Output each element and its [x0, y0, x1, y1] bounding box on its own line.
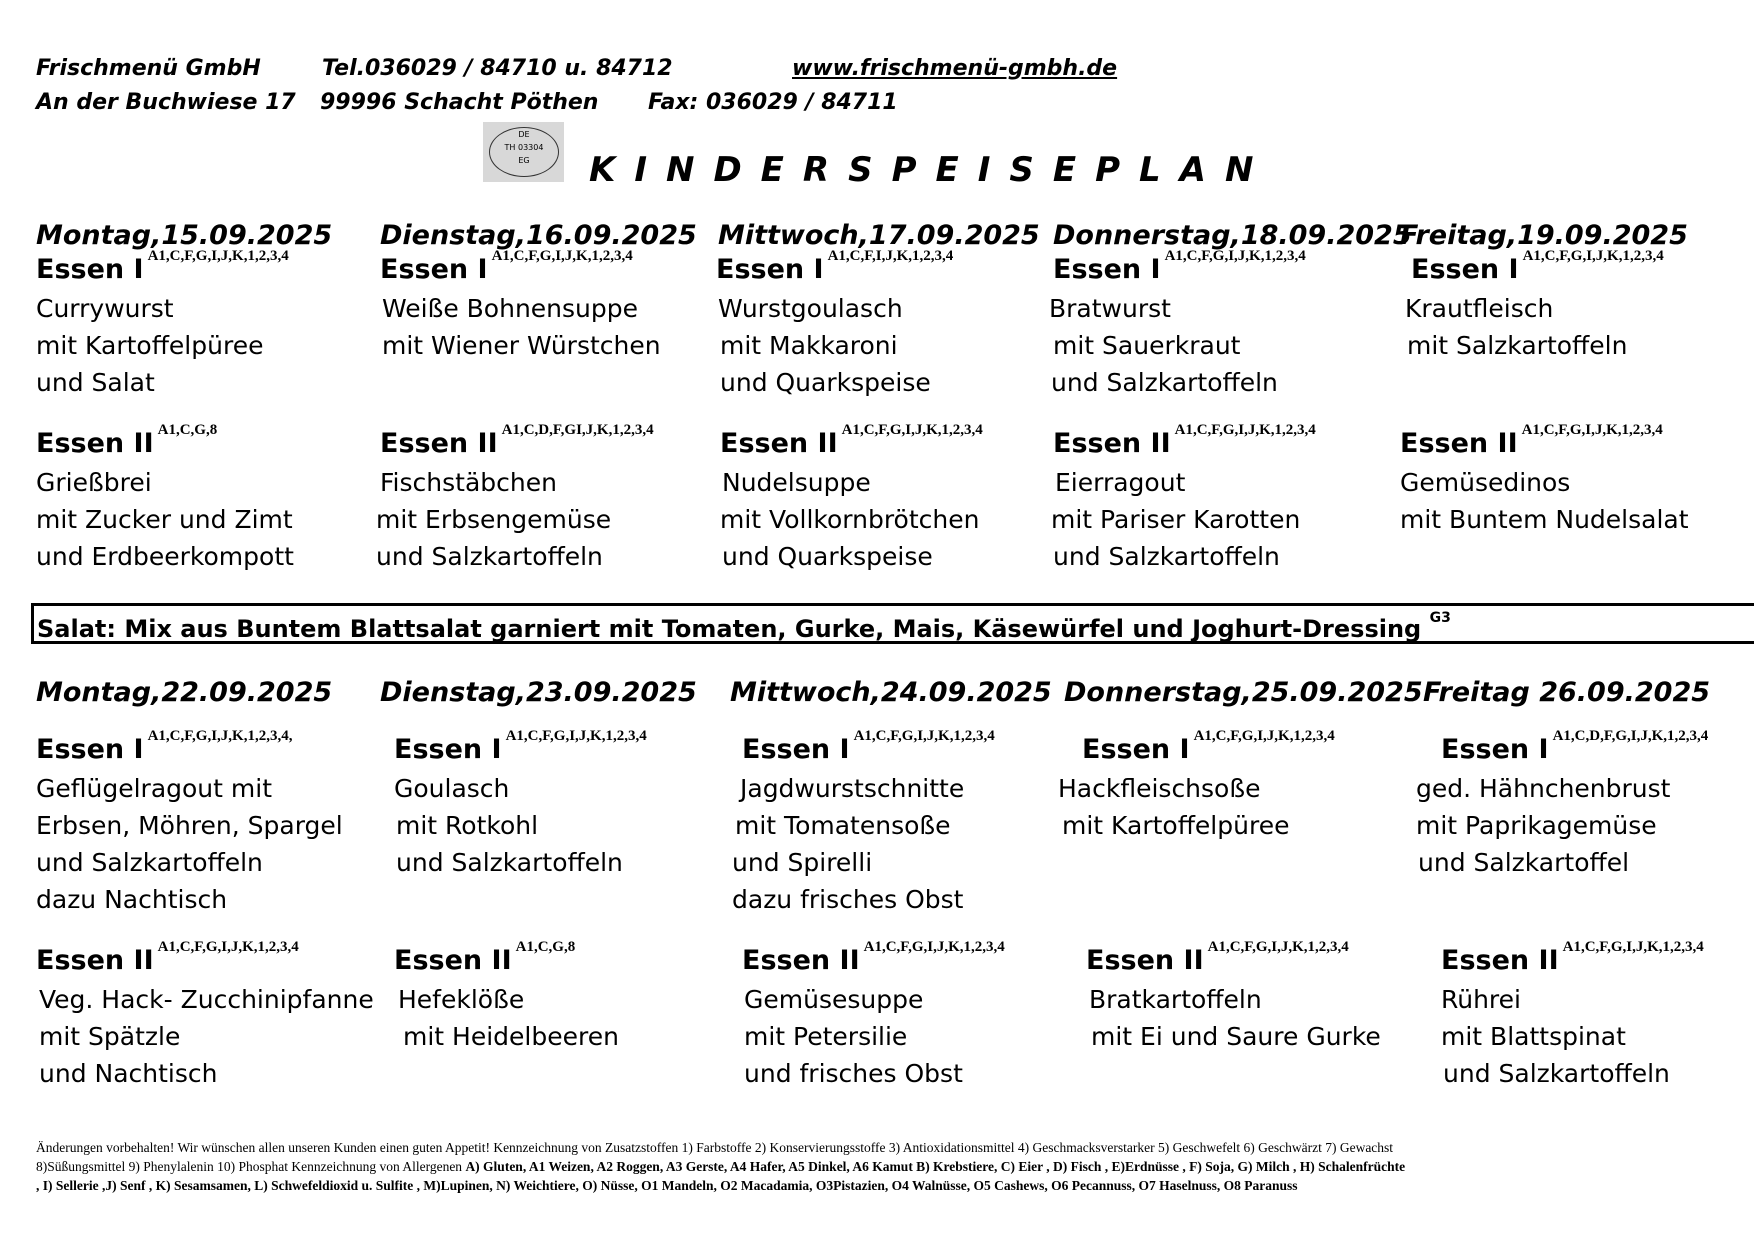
dish-line: Erbsen, Möhren, Spargel	[36, 811, 343, 840]
meal-label: Essen II	[394, 945, 512, 976]
meal-label: Essen I	[36, 254, 144, 285]
city-address: 99996 Schacht Pöthen	[320, 90, 599, 115]
allergen-codes: A1,C,F,G,I,J,K,1,2,3,4	[491, 248, 633, 264]
essen-1-heading	[1441, 728, 1709, 765]
dish-line: und Nachtisch	[39, 1059, 218, 1088]
day-heading: Donnerstag,18.09.2025	[1053, 220, 1412, 251]
dish-line: und frisches Obst	[744, 1059, 963, 1088]
meal-label: Essen I	[36, 734, 144, 765]
dish-line: mit Sauerkraut	[1053, 331, 1241, 360]
day-heading: Mittwoch,17.09.2025	[718, 220, 1040, 251]
dish-line: mit Zucker und Zimt	[36, 505, 293, 534]
dish-line: Goulasch	[394, 774, 510, 803]
dish-line: Gemüsesuppe	[744, 985, 924, 1014]
meal-label: Essen I	[380, 254, 488, 285]
street-address: An der Buchwiese 17	[36, 90, 296, 115]
dish-line: Krautfleisch	[1405, 294, 1554, 323]
allergen-codes: A1,C,F,G,I,J,K,1,2,3,4	[1562, 939, 1704, 955]
dish-line: und Spirelli	[732, 848, 873, 877]
day-heading: Montag,15.09.2025	[36, 220, 333, 251]
allergen-codes: A1,C,F,G,I,J,K,1,2,3,4	[853, 728, 995, 744]
essen-2-heading	[36, 939, 299, 976]
essen-2-heading	[1053, 422, 1316, 459]
meal-label: Essen I	[1441, 734, 1549, 765]
footer-allergens: A) Gluten, A1 Weizen, A2 Roggen, A3 Gerste, A4 Hafer, A5 Dinkel, A6 Kamut B) Krebstiere, C) Eier , D) Fisch , E)Erdnüsse , F) Soja, G) Milch , H) Schalenfrüchte	[465, 1159, 1406, 1174]
allergen-codes: A1,C,F,G,I,J,K,1,2,3,4,	[147, 728, 293, 744]
meal-label: Essen I	[1053, 254, 1161, 285]
dish-line: mit Rotkohl	[396, 811, 539, 840]
day-heading: Donnerstag,25.09.2025	[1064, 677, 1423, 708]
dish-line: und Salat	[36, 368, 155, 397]
essen-1-heading	[742, 728, 995, 765]
allergen-codes: A1,C,F,G,I,J,K,1,2,3,4	[157, 939, 299, 955]
stamp-line-3: EG	[518, 156, 530, 165]
dish-line: und Salzkartoffeln	[36, 848, 263, 877]
dish-line: mit Pariser Karotten	[1051, 505, 1301, 534]
dish-line: Wurstgoulasch	[718, 294, 903, 323]
essen-1-heading	[1082, 728, 1335, 765]
meal-label: Essen I	[1082, 734, 1190, 765]
essen-2-heading	[1441, 939, 1704, 976]
dish-line: Fischstäbchen	[380, 468, 557, 497]
meal-label: Essen II	[742, 945, 860, 976]
dish-line: Grießbrei	[36, 468, 152, 497]
footer-line-1: Änderungen vorbehalten! Wir wünschen allen unseren Kunden einen guten Appetit! Kennzeichnung von Zusatzstoffen 1) Farbstoffe 2) Konservierungsstoffe 3) Antioxidationsmittel 4) Geschmacksverstarker 5) Geschwefelt 6) Geschwärzt 7) Gewachst	[36, 1140, 1394, 1155]
dish-line: mit Blattspinat	[1441, 1022, 1626, 1051]
dish-line: und Salzkartoffel	[1418, 848, 1630, 877]
dish-line: und Salzkartoffeln	[396, 848, 623, 877]
day-heading: Montag,22.09.2025	[36, 677, 333, 708]
allergen-codes: A1,C,G,8	[157, 422, 218, 438]
day-heading: Dienstag,23.09.2025	[380, 677, 697, 708]
dish-line: mit Heidelbeeren	[403, 1022, 619, 1051]
day-heading: Mittwoch,24.09.2025	[730, 677, 1052, 708]
allergen-codes: A1,C,F,G,I,J,K,1,2,3,4	[1521, 422, 1663, 438]
essen-2-heading	[380, 422, 654, 459]
dish-line: mit Wiener Würstchen	[382, 331, 661, 360]
dish-line: mit Erbsengemüse	[376, 505, 612, 534]
allergen-codes: A1,C,F,G,I,J,K,1,2,3,4	[147, 248, 289, 264]
day-heading: Freitag 26.09.2025	[1423, 677, 1711, 708]
meal-label: Essen II	[36, 428, 154, 459]
allergen-codes: A1,C,F,G,I,J,K,1,2,3,4	[1522, 248, 1664, 264]
dish-line: dazu frisches Obst	[732, 885, 964, 914]
meal-label: Essen I	[742, 734, 850, 765]
allergen-codes: A1,C,F,I,J,K,1,2,3,4	[827, 248, 954, 264]
company-name: Frischmenü GmbH	[36, 56, 261, 81]
dish-line: Gemüsedinos	[1400, 468, 1571, 497]
dish-line: und Erdbeerkompott	[36, 542, 294, 571]
dish-line: und Salzkartoffeln	[376, 542, 603, 571]
day-heading: Freitag,19.09.2025	[1400, 220, 1688, 251]
essen-1-heading	[36, 248, 289, 285]
dish-line: Bratwurst	[1049, 294, 1171, 323]
day-heading: Dienstag,16.09.2025	[380, 220, 697, 251]
meal-label: Essen I	[716, 254, 824, 285]
dish-line: Nudelsuppe	[722, 468, 871, 497]
website-link[interactable]: www.frischmenü-gmbh.de	[792, 56, 1118, 81]
dish-line: und Salzkartoffeln	[1443, 1059, 1670, 1088]
meal-label: Essen II	[1053, 428, 1171, 459]
meal-label: Essen II	[720, 428, 838, 459]
dish-line: mit Spätzle	[39, 1022, 181, 1051]
essen-1-heading	[36, 728, 293, 765]
meal-label: Essen II	[1400, 428, 1518, 459]
allergen-codes: A1,C,F,G,I,J,K,1,2,3,4	[505, 728, 647, 744]
allergen-codes: A1,C,F,G,I,J,K,1,2,3,4	[1193, 728, 1335, 744]
essen-2-heading	[394, 939, 576, 976]
dish-line: Hackfleischsoße	[1058, 774, 1261, 803]
dish-line: Rührei	[1441, 985, 1521, 1014]
dish-line: mit Tomatensoße	[735, 811, 951, 840]
dish-line: mit Salzkartoffeln	[1407, 331, 1628, 360]
essen-2-heading	[1086, 939, 1349, 976]
dish-line: Geflügelragout mit	[36, 774, 272, 803]
essen-2-heading	[742, 939, 1005, 976]
allergen-codes: A1,C,F,G,I,J,K,1,2,3,4	[1164, 248, 1306, 264]
meal-label: Essen II	[380, 428, 498, 459]
salad-banner	[31, 603, 1754, 644]
stamp-line-2: TH 03304	[504, 143, 544, 152]
phone-number: Tel.036029 / 84710 u. 84712	[322, 56, 673, 81]
page-title: KINDERSPEISEPLAN	[589, 150, 1273, 190]
dish-line: Hefeklöße	[398, 985, 525, 1014]
essen-1-heading	[394, 728, 647, 765]
dish-line: ged. Hähnchenbrust	[1416, 774, 1671, 803]
dish-line: Jagdwurstschnitte	[740, 774, 965, 803]
allergen-codes: A1,C,D,F,G,I,J,K,1,2,3,4	[1552, 728, 1709, 744]
dish-line: und Quarkspeise	[720, 368, 931, 397]
dish-line: Eierragout	[1055, 468, 1186, 497]
salad-code: G3	[1429, 610, 1451, 626]
essen-1-heading	[380, 248, 633, 285]
allergen-codes: A1,C,G,8	[515, 939, 576, 955]
essen-1-heading	[1053, 248, 1306, 285]
dish-line: mit Buntem Nudelsalat	[1400, 505, 1689, 534]
essen-2-heading	[36, 422, 218, 459]
allergen-codes: A1,C,F,G,I,J,K,1,2,3,4	[863, 939, 1005, 955]
footer-line-2	[36, 1159, 1405, 1175]
dish-line: Weiße Bohnensuppe	[382, 294, 639, 323]
dish-line: mit Petersilie	[744, 1022, 908, 1051]
dish-line: und Quarkspeise	[722, 542, 933, 571]
meal-label: Essen II	[36, 945, 154, 976]
essen-2-heading	[1400, 422, 1663, 459]
stamp-line-1: DE	[518, 130, 530, 139]
meal-label: Essen II	[1441, 945, 1559, 976]
dish-line: mit Vollkornbrötchen	[720, 505, 980, 534]
dish-line: mit Ei und Saure Gurke	[1091, 1022, 1381, 1051]
essen-1-heading	[1411, 248, 1664, 285]
footer-additives: 8)Süßungsmittel 9) Phenylalenin 10) Phosphat Kennzeichnung von Allergenen	[36, 1159, 466, 1174]
allergen-codes: A1,C,F,G,I,J,K,1,2,3,4	[1174, 422, 1316, 438]
meal-label: Essen II	[1086, 945, 1204, 976]
dish-line: mit Paprikagemüse	[1416, 811, 1657, 840]
dish-line: mit Kartoffelpüree	[1062, 811, 1290, 840]
fax-number: Fax: 036029 / 84711	[648, 90, 898, 115]
dish-line: dazu Nachtisch	[36, 885, 228, 914]
dish-line: mit Makkaroni	[720, 331, 898, 360]
meal-label: Essen I	[394, 734, 502, 765]
certification-stamp	[483, 122, 564, 182]
dish-line: Bratkartoffeln	[1089, 985, 1262, 1014]
dish-line: und Salzkartoffeln	[1051, 368, 1278, 397]
meal-label: Essen I	[1411, 254, 1519, 285]
allergen-codes: A1,C,F,G,I,J,K,1,2,3,4	[1207, 939, 1349, 955]
footer-line-3: , I) Sellerie ,J) Senf , K) Sesamsamen, L) Schwefeldioxid u. Sulfite , M)Lupinen, N) Weichtiere, O) Nüsse, O1 Mandeln, O2 Macadamia, O3Pistazien, O4 Walnüsse, O5 Cashews, O6 Pecannuss, O7 Haselnuss, O8 Paranuss	[36, 1178, 1298, 1193]
allergen-codes: A1,C,D,F,GI,J,K,1,2,3,4	[501, 422, 654, 438]
essen-2-heading	[720, 422, 983, 459]
essen-1-heading	[716, 248, 954, 285]
allergen-codes: A1,C,F,G,I,J,K,1,2,3,4	[841, 422, 983, 438]
dish-line: mit Kartoffelpüree	[36, 331, 264, 360]
dish-line: und Salzkartoffeln	[1053, 542, 1280, 571]
dish-line: Veg. Hack- Zucchinipfanne	[39, 985, 374, 1014]
dish-line: Currywurst	[36, 294, 174, 323]
salad-text: Salat: Mix aus Buntem Blattsalat garniert mit Tomaten, Gurke, Mais, Käsewürfel und Joghurt-Dressing	[37, 615, 1422, 643]
